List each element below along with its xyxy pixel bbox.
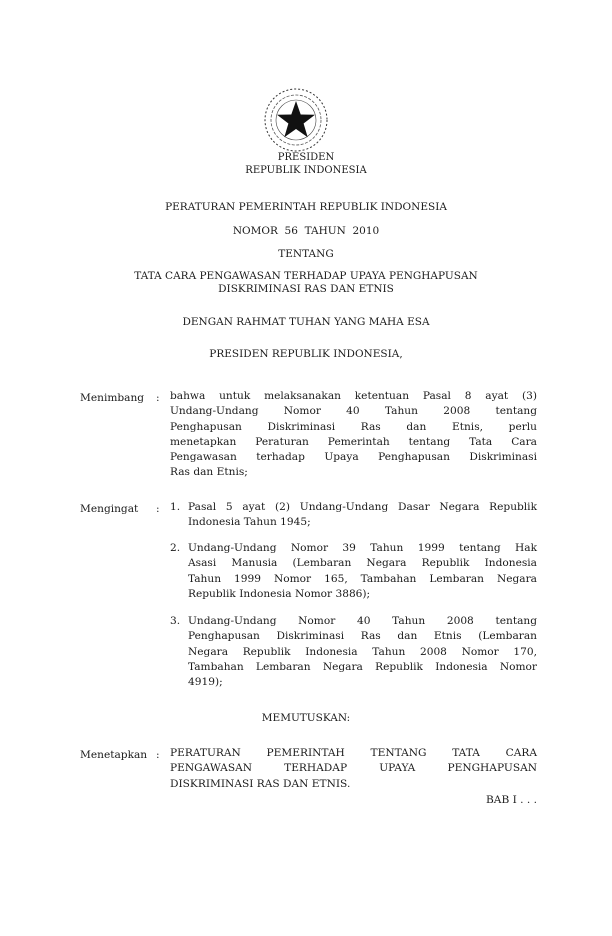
garuda-emblem-icon xyxy=(262,86,330,154)
text-line: bahwa untuk melaksanakan ketentuan Pasal 8 ayat (3) xyxy=(170,390,537,402)
regulation-title: PERATURAN PEMERINTAH REPUBLIK INDONESIA xyxy=(165,201,447,213)
menimbang-label: Menimbang xyxy=(80,392,145,404)
mengingat-colon: : xyxy=(156,503,160,515)
president-line: PRESIDEN REPUBLIK INDONESIA, xyxy=(209,348,403,360)
header-republik: REPUBLIK INDONESIA xyxy=(245,165,367,176)
text-line: PENGAWASAN TERHADAP UPAYA PENGHAPUSAN xyxy=(170,762,537,775)
mengingat-item-3 xyxy=(170,614,537,690)
menimbang-text xyxy=(170,389,537,481)
item-number: 2. xyxy=(170,542,181,554)
text-line: Republik Indonesia Nomor 3886); xyxy=(188,587,371,600)
text-line: Tahun 1999 Nomor 165, Tambahan Lembaran Negara xyxy=(188,572,537,585)
menetapkan-label: Menetapkan xyxy=(80,749,148,761)
header-presiden: PRESIDEN xyxy=(277,152,335,163)
subject-line-2: DISKRIMINASI RAS DAN ETNIS xyxy=(218,283,394,295)
text-line: Pengawasan terhadap Upaya Penghapusan Diskriminasi xyxy=(170,451,537,464)
text-line: Penghapusan Diskriminasi Ras dan Etnis, perlu xyxy=(170,420,537,433)
regulation-number: NOMOR 56 TAHUN 2010 xyxy=(232,225,380,237)
text-line: DISKRIMINASI RAS DAN ETNIS. xyxy=(170,777,351,790)
item-number: 1. xyxy=(170,501,181,513)
mengingat-label: Mengingat xyxy=(80,503,139,515)
text-line: Ras dan Etnis; xyxy=(170,466,248,479)
subject-line-1: TATA CARA PENGAWASAN TERHADAP UPAYA PENGHAPUSAN xyxy=(134,270,478,282)
text-line: Asasi Manusia (Lembaran Negara Republik Indonesia xyxy=(188,557,537,570)
page-continuation: BAB I . . . xyxy=(486,794,537,806)
text-line: Negara Republik Indonesia Tahun 2008 Nomor 170, xyxy=(188,645,537,658)
text-line: Indonesia Tahun 1945; xyxy=(188,516,311,529)
mengingat-item-2 xyxy=(170,541,537,602)
text-line: PERATURAN PEMERINTAH TENTANG TATA CARA xyxy=(170,747,537,759)
menimbang-colon: : xyxy=(156,392,160,404)
text-line: Tambahan Lembaran Negara Republik Indonesia Nomor xyxy=(188,660,537,673)
mengingat-item-1 xyxy=(170,500,537,531)
text-line: 4919); xyxy=(188,676,223,689)
text-line: Undang-Undang Nomor 40 Tahun 2008 tentang xyxy=(170,405,537,418)
tentang-heading: TENTANG xyxy=(278,248,334,260)
menetapkan-colon: : xyxy=(156,749,160,761)
menetapkan-text xyxy=(170,746,537,792)
blessing-line: DENGAN RAHMAT TUHAN YANG MAHA ESA xyxy=(182,316,430,328)
text-line: Undang-Undang Nomor 39 Tahun 1999 tentang Hak xyxy=(188,542,537,554)
item-number: 3. xyxy=(170,615,181,627)
text-line: Pasal 5 ayat (2) Undang-Undang Dasar Negara Republik xyxy=(188,501,537,513)
text-line: Penghapusan Diskriminasi Ras dan Etnis (Lembaran xyxy=(188,630,537,643)
decision-heading: MEMUTUSKAN: xyxy=(261,712,351,724)
text-line: menetapkan Peraturan Pemerintah tentang Tata Cara xyxy=(170,435,537,448)
text-line: Undang-Undang Nomor 40 Tahun 2008 tentang xyxy=(188,615,537,627)
